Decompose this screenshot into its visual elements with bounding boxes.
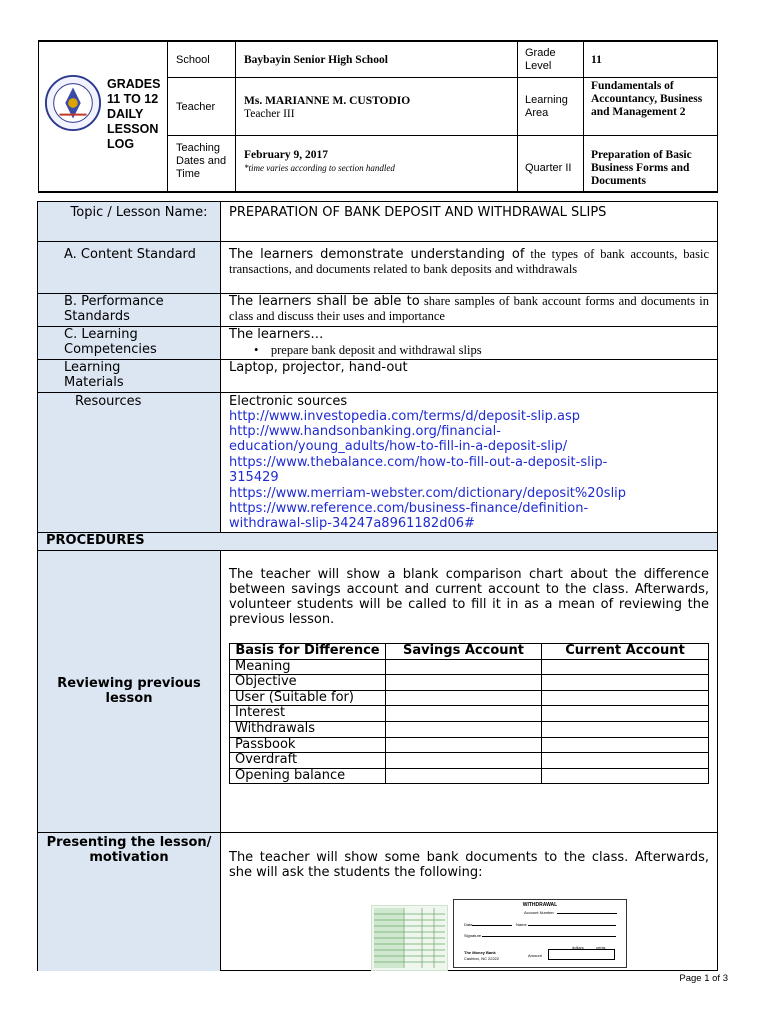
grades-title: GRADES 11 TO 12 DAILY LESSON LOG [107, 77, 161, 151]
lesson-table [37, 201, 718, 971]
competencies-bullet: • prepare bank deposit and withdrawal slips [254, 343, 482, 357]
table-row: Interest [230, 706, 709, 722]
topic-label: Topic / Lesson Name: [70, 205, 208, 220]
resources-label: Resources [75, 394, 142, 409]
resource-link[interactable]: https://www.merriam-webster.com/dictionary/deposit%20slip [229, 486, 627, 501]
teacher-label: Teacher [176, 101, 216, 113]
quarter-value: Preparation of Basic Business Forms and Documents [591, 149, 692, 187]
school-value: Baybayin Senior High School [244, 54, 388, 66]
presenting-label: Presenting the lesson/ motivation [46, 835, 212, 865]
deposit-slip-image [371, 905, 448, 971]
resource-link[interactable]: https://www.thebalance.com/how-to-fill-out-a-deposit-slip- [229, 455, 608, 470]
quarter-label: Quarter II [525, 162, 572, 174]
procedures-heading: PROCEDURES [46, 533, 145, 548]
resource-link[interactable]: https://www.reference.com/business-finance/definition- [229, 501, 589, 516]
deped-seal-icon [44, 74, 102, 132]
reviewing-text: The teacher will show a blank comparison chart about the difference between savings account and current account to the class. Afterwards, volunteer students will be called to fill it in as a mean of reviewing the previous lesson. [229, 567, 709, 627]
content-standard-label: A. Content Standard [64, 247, 196, 262]
learning-area-label: Learning Area [525, 94, 568, 119]
competencies-label: C. Learning Competencies [64, 327, 157, 357]
learning-area-value: Fundamentals of Accountancy, Business and Management 2 [591, 80, 703, 118]
page-number: Page 1 of 3 [679, 973, 728, 984]
column-header: Basis for Difference [230, 644, 386, 660]
comparison-chart [229, 643, 709, 784]
materials-label: Learning Materials [64, 360, 124, 390]
table-row: Meaning [230, 659, 709, 675]
materials-value: Laptop, projector, hand-out [229, 360, 408, 375]
performance-standards-label: B. Performance Standards [64, 294, 164, 324]
withdrawal-slip-image: WITHDRAWAL Account Number Date Name Signature The Money Bank Cashton, NC 22222 dollars cents Amount [453, 899, 627, 968]
content-standard-text: The learners demonstrate understanding of the types of bank accounts, basic transactions, and documents related to bank deposits and withdrawals [229, 247, 709, 276]
grade-level-value: 11 [591, 54, 602, 66]
teacher-name: Ms. MARIANNE M. CUSTODIO [244, 95, 411, 107]
performance-standards-text: The learners shall be able to share samples of bank account forms and documents in class and discuss their uses and importance [229, 294, 710, 323]
resource-link[interactable]: http://www.handsonbanking.org/financial- [229, 424, 501, 439]
teaching-note: *time varies according to section handled [244, 163, 395, 173]
reviewing-label: Reviewing previous lesson [57, 676, 201, 706]
table-row: Objective [230, 675, 709, 691]
presenting-text: The teacher will show some bank documents to the class. Afterwards, she will ask the students the following: [229, 850, 709, 880]
column-header: Current Account [542, 644, 709, 660]
teacher-title: Teacher III [244, 108, 295, 120]
header-table [38, 40, 718, 193]
resource-link[interactable]: 315429 [229, 470, 279, 485]
column-header: Savings Account [386, 644, 542, 660]
ledger-form-icon [372, 906, 447, 970]
competencies-lead: The learners… [229, 327, 324, 342]
table-row: Overdraft [230, 753, 709, 769]
school-label: School [176, 54, 210, 66]
resource-link[interactable]: education/young_adults/how-to-fill-in-a-deposit-slip/ [229, 439, 568, 454]
resources-heading: Electronic sources [229, 394, 348, 409]
teaching-date: February 9, 2017 [244, 149, 329, 161]
topic-value: PREPARATION OF BANK DEPOSIT AND WITHDRAWAL SLIPS [229, 205, 607, 220]
table-row: Withdrawals [230, 721, 709, 737]
resource-link[interactable]: http://www.investopedia.com/terms/d/deposit-slip.asp [229, 409, 581, 424]
table-row: Passbook [230, 737, 709, 753]
teaching-dates-label: Teaching Dates and Time [176, 142, 227, 180]
table-row: User (Suitable for) [230, 690, 709, 706]
table-row: Opening balance [230, 768, 709, 784]
comparison-header-row [230, 644, 709, 660]
grade-level-label: Grade Level [525, 47, 556, 72]
resource-link[interactable]: withdrawal-slip-34247a8961182d06# [229, 516, 475, 531]
